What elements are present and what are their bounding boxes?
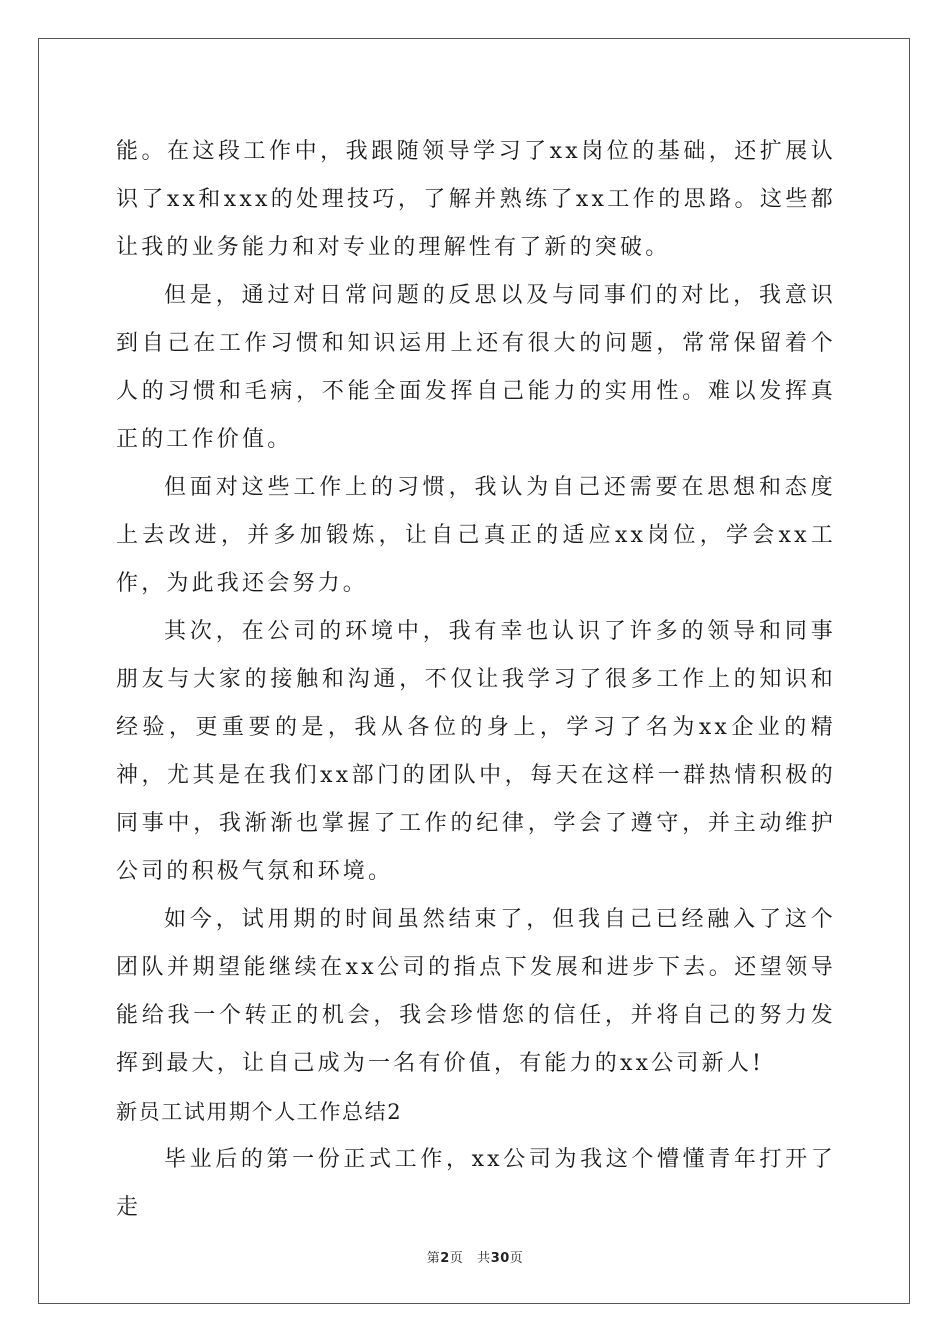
document-body — [116, 128, 836, 1232]
page-prefix: 第 — [426, 1251, 441, 1266]
paragraph-6: 毕业后的第一份正式工作，xx公司为我这个懵懂青年打开了走 — [116, 1147, 836, 1220]
section-heading: 新员工试用期个人工作总结2 — [116, 1100, 403, 1124]
total-suffix: 页 — [509, 1251, 524, 1266]
total-pages: 30 — [490, 1251, 510, 1266]
paragraph-3: 但面对这些工作上的习惯，我认为自己还需要在思想和态度上去改进，并多加锻炼，让自己真正的适应xx岗位，学会xx工作，为此我还会努力。 — [116, 475, 836, 596]
page-suffix: 页 — [449, 1251, 464, 1266]
paragraph-5: 如今，试用期的时间虽然结束了，但我自己已经融入了这个团队并期望能继续在xx公司的指点下发展和进步下去。还望领导能给我一个转正的机会，我会珍惜您的信任，并将自己的努力发挥到最大，让自己成为一名有价值，有能力的xx公司新人! — [116, 907, 836, 1076]
paragraph-2: 但是，通过对日常问题的反思以及与同事们的对比，我意识到自己在工作习惯和知识运用上还有很大的问题，常常保留着个人的习惯和毛病，不能全面发挥自己能力的实用性。难以发挥真正的工作价值。 — [116, 283, 836, 452]
paragraph-1: 能。在这段工作中，我跟随领导学习了xx岗位的基础，还扩展认识了xx和xxx的处理技巧，了解并熟练了xx工作的思路。这些都让我的业务能力和对专业的理解性有了新的突破。 — [116, 139, 836, 260]
page-number: 2 — [440, 1251, 450, 1266]
page-footer — [0, 1247, 950, 1266]
paragraph-4: 其次，在公司的环境中，我有幸也认识了许多的领导和同事朋友与大家的接触和沟通，不仅让我学习了很多工作上的知识和经验，更重要的是，我从各位的身上，学习了名为xx企业的精神，尤其是在我们xx部门的团队中，每天在这样一群热情积极的同事中，我渐渐也掌握了工作的纪律，学会了遵守，并主动维护公司的积极气氛和环境。 — [116, 619, 836, 884]
total-prefix: 共 — [477, 1251, 491, 1266]
